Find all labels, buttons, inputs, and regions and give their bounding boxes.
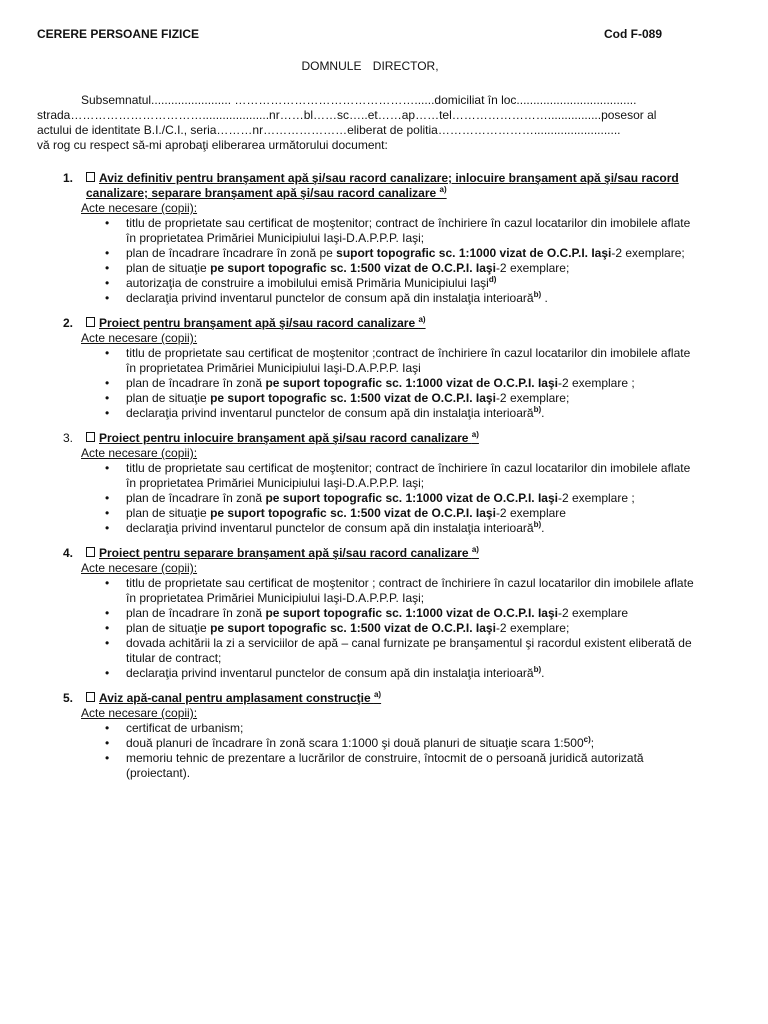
document-sections — [0, 171, 768, 791]
bullet-icon: • — [105, 751, 110, 765]
bullet-icon: • — [105, 736, 110, 750]
list-item — [0, 636, 696, 666]
footnote-ref: a) — [471, 545, 479, 554]
list-item — [0, 276, 696, 291]
bullet-icon: • — [105, 621, 110, 635]
item-suffix: . — [541, 291, 548, 305]
item-suffix: -2 exemplare; — [611, 246, 685, 260]
checkbox[interactable] — [86, 317, 95, 327]
item-bold-text: pe suport topografic sc. 1:1000 vizat de O.C.P.I. Iaşi — [265, 606, 558, 620]
section-number: 2. — [63, 316, 74, 330]
section-title — [0, 171, 726, 201]
footnote-ref: b) — [533, 290, 542, 299]
list-item — [0, 246, 696, 261]
bullet-icon: • — [105, 491, 110, 505]
list-item — [0, 721, 696, 736]
footnote-ref: c) — [583, 735, 591, 744]
list-item — [0, 261, 696, 276]
item-text: plan de încadrare în zonă — [126, 606, 266, 620]
item-bold-text: pe suport topografic sc. 1:1000 vizat de O.C.P.I. Iaşi — [265, 376, 558, 390]
list-item — [0, 376, 696, 391]
item-text: plan de situaţie — [126, 261, 211, 275]
list-item — [0, 606, 696, 621]
list-item — [0, 346, 696, 376]
intro-line-3: actului de identitate B.I./C.I., seria………nr…………………eliberat de politia…………………….......................... — [37, 123, 621, 137]
section-number: 4. — [63, 546, 74, 560]
item-bold-text: pe suport topografic sc. 1:500 vizat de O.C.P.I. Iaşi — [210, 621, 496, 635]
item-bold-text: pe suport topografic sc. 1:1000 vizat de O.C.P.I. Iaşi — [265, 491, 558, 505]
footnote-ref: a) — [418, 315, 426, 324]
item-suffix: -2 exemplare ; — [557, 376, 635, 390]
item-text: plan de încadrare în zonă — [126, 376, 266, 390]
required-docs-label: Acte necesare (copii): — [81, 706, 198, 720]
addressee-title: DOMNULE DIRECTOR, — [301, 59, 439, 73]
section-5 — [0, 691, 768, 781]
section-number: 1. — [63, 171, 74, 185]
item-text: declaraţia privind inventarul punctelor de consum apă din instalaţia interioară — [126, 521, 534, 535]
bullet-icon: • — [105, 461, 110, 475]
bullet-icon: • — [105, 721, 110, 735]
bullet-icon: • — [105, 576, 110, 590]
required-docs-list — [0, 346, 768, 421]
item-suffix: -2 exemplare — [495, 506, 566, 520]
list-item — [0, 291, 696, 306]
footnote-ref: a) — [439, 185, 447, 194]
footnote-ref: b) — [533, 665, 542, 674]
list-item — [0, 216, 696, 246]
checkbox[interactable] — [86, 172, 95, 182]
item-suffix: . — [541, 521, 545, 535]
item-text: plan de situaţie — [126, 506, 211, 520]
item-text: declaraţia privind inventarul punctelor de consum apă din instalaţia interioară — [126, 291, 534, 305]
list-item — [0, 506, 696, 521]
item-bold-text: suport topografic sc. 1:1000 vizat de O.C.P.I. Iaşi — [336, 246, 612, 260]
item-text: titlu de proprietate sau certificat de moştenitor ; contract de închiriere în cazul locatarilor din imobilele aflate în proprietatea Primăriei Municipiului Iaşi-D.A.P.P.P. Iaşi; — [126, 576, 694, 605]
list-item — [0, 461, 696, 491]
item-text: titlu de proprietate sau certificat de moştenitor ;contract de închiriere în cazul locatarilor din imobilele aflate în proprietatea Primăriei Municipiului Iaşi-D.A.P.P.P. Iaşi — [126, 346, 691, 375]
section-title — [0, 691, 726, 706]
checkbox[interactable] — [86, 547, 95, 557]
bullet-icon: • — [105, 391, 110, 405]
required-docs-list — [0, 721, 768, 781]
section-3 — [0, 431, 768, 536]
bullet-icon: • — [105, 506, 110, 520]
bullet-icon: • — [105, 216, 110, 230]
bullet-icon: • — [105, 666, 110, 680]
checkbox[interactable] — [86, 432, 95, 442]
section-title — [0, 431, 726, 446]
intro-line-4: vă rog cu respect să-mi aprobaţi eliberarea următorului document: — [37, 138, 388, 152]
item-suffix: -2 exemplare ; — [557, 491, 635, 505]
section-number: 5. — [63, 691, 74, 705]
required-docs-list — [0, 461, 768, 536]
section-1 — [0, 171, 768, 306]
section-title-text: Proiect pentru separare branşament apă şi/sau racord canalizare — [99, 546, 472, 560]
footnote-ref: a) — [471, 430, 479, 439]
item-text: declaraţia privind inventarul punctelor de consum apă din instalaţia interioară — [126, 406, 534, 420]
section-title — [0, 546, 726, 561]
section-title-text: Proiect pentru branşament apă şi/sau racord canalizare — [99, 316, 419, 330]
list-item — [0, 736, 696, 751]
list-item — [0, 751, 696, 781]
item-text: plan de situaţie — [126, 391, 211, 405]
item-bold-text: pe suport topografic sc. 1:500 vizat de O.C.P.I. Iaşi — [210, 261, 496, 275]
item-suffix: -2 exemplare; — [495, 391, 570, 405]
list-item — [0, 406, 696, 421]
item-suffix: . — [541, 406, 545, 420]
required-docs-label: Acte necesare (copii): — [81, 201, 198, 215]
list-item — [0, 491, 696, 506]
item-text: plan de încadrare încadrare în zonă pe — [126, 246, 337, 260]
checkbox[interactable] — [86, 692, 95, 702]
item-text: certificat de urbanism; — [126, 721, 244, 735]
section-title-text: Aviz definitiv pentru branşament apă şi/sau racord canalizare; inlocuire branşament apă şi/sau racord canalizare; separare branşament apă şi/sau racord canalizare — [86, 171, 679, 200]
item-text: declaraţia privind inventarul punctelor de consum apă din instalaţia interioară — [126, 666, 534, 680]
required-docs-list — [0, 576, 768, 681]
required-docs-label: Acte necesare (copii): — [81, 331, 198, 345]
bullet-icon: • — [105, 636, 110, 650]
intro-line-1: Subsemnatul........................ ………………………………………......domiciliat în loc.................................... — [81, 93, 637, 107]
footnote-ref: d) — [488, 275, 497, 284]
section-4 — [0, 546, 768, 681]
item-suffix: -2 exemplare; — [495, 261, 570, 275]
footnote-ref: b) — [533, 405, 542, 414]
section-number: 3. — [63, 431, 74, 445]
required-docs-list — [0, 216, 768, 306]
bullet-icon: • — [105, 606, 110, 620]
footnote-ref: a) — [373, 690, 382, 699]
item-text: autorizaţia de construire a imobilului emisă Primăria Municipiului Iaşi — [126, 276, 489, 290]
list-item — [0, 576, 696, 606]
list-item — [0, 621, 696, 636]
bullet-icon: • — [105, 406, 110, 420]
bullet-icon: • — [105, 346, 110, 360]
form-code: Cod F-089 — [604, 27, 663, 41]
item-text: plan de situaţie — [126, 621, 211, 635]
item-text: titlu de proprietate sau certificat de moştenitor; contract de închiriere în cazul locatarilor din imobilele aflate în proprietatea Primăriei Municipiului Iaşi-D.A.P.P.P. Iaşi; — [126, 216, 691, 245]
item-bold-text: pe suport topografic sc. 1:500 vizat de O.C.P.I. Iaşi — [210, 506, 496, 520]
item-text: dovada achitării la zi a serviciilor de apă – canal furnizate pe branşamentul şi racordul existent eliberată de titular de contract; — [126, 636, 692, 665]
item-suffix: ; — [590, 736, 595, 750]
form-heading: CERERE PERSOANE FIZICE — [37, 27, 200, 41]
item-text: memoriu tehnic de prezentare a lucrărilor de construire, întocmit de o persoană juridică autorizată (proiectant). — [126, 751, 644, 780]
list-item — [0, 521, 696, 536]
bullet-icon: • — [105, 246, 110, 260]
required-docs-label: Acte necesare (copii): — [81, 561, 198, 575]
section-title-text: Proiect pentru inlocuire branşament apă şi/sau racord canalizare — [99, 431, 472, 445]
list-item — [0, 666, 696, 681]
bullet-icon: • — [105, 376, 110, 390]
item-suffix: -2 exemplare; — [495, 621, 570, 635]
bullet-icon: • — [105, 521, 110, 535]
intro-line-2: strada……………………………....................nr……bl……sc…..et……ap……tel……………………................posesor al — [37, 108, 657, 122]
item-text: titlu de proprietate sau certificat de moştenitor; contract de închiriere în cazul locatarilor din imobilele aflate în proprietatea Primăriei Municipiului Iaşi-D.A.P.P.P. Iaşi; — [126, 461, 691, 490]
section-title — [0, 316, 726, 331]
bullet-icon: • — [105, 291, 110, 305]
section-2 — [0, 316, 768, 421]
section-title-text: Aviz apă-canal pentru amplasament construcţie — [99, 691, 374, 705]
item-bold-text: pe suport topografic sc. 1:500 vizat de O.C.P.I. Iaşi — [210, 391, 496, 405]
item-suffix: . — [541, 666, 545, 680]
list-item — [0, 391, 696, 406]
bullet-icon: • — [105, 276, 110, 290]
item-text: plan de încadrare în zonă — [126, 491, 266, 505]
bullet-icon: • — [105, 261, 110, 275]
required-docs-label: Acte necesare (copii): — [81, 446, 198, 460]
footnote-ref: b) — [533, 520, 542, 529]
item-text: două planuri de încadrare în zonă scara 1:1000 şi două planuri de situaţie scara 1:500 — [126, 736, 584, 750]
intro-paragraph — [37, 93, 707, 153]
item-suffix: -2 exemplare — [557, 606, 629, 620]
